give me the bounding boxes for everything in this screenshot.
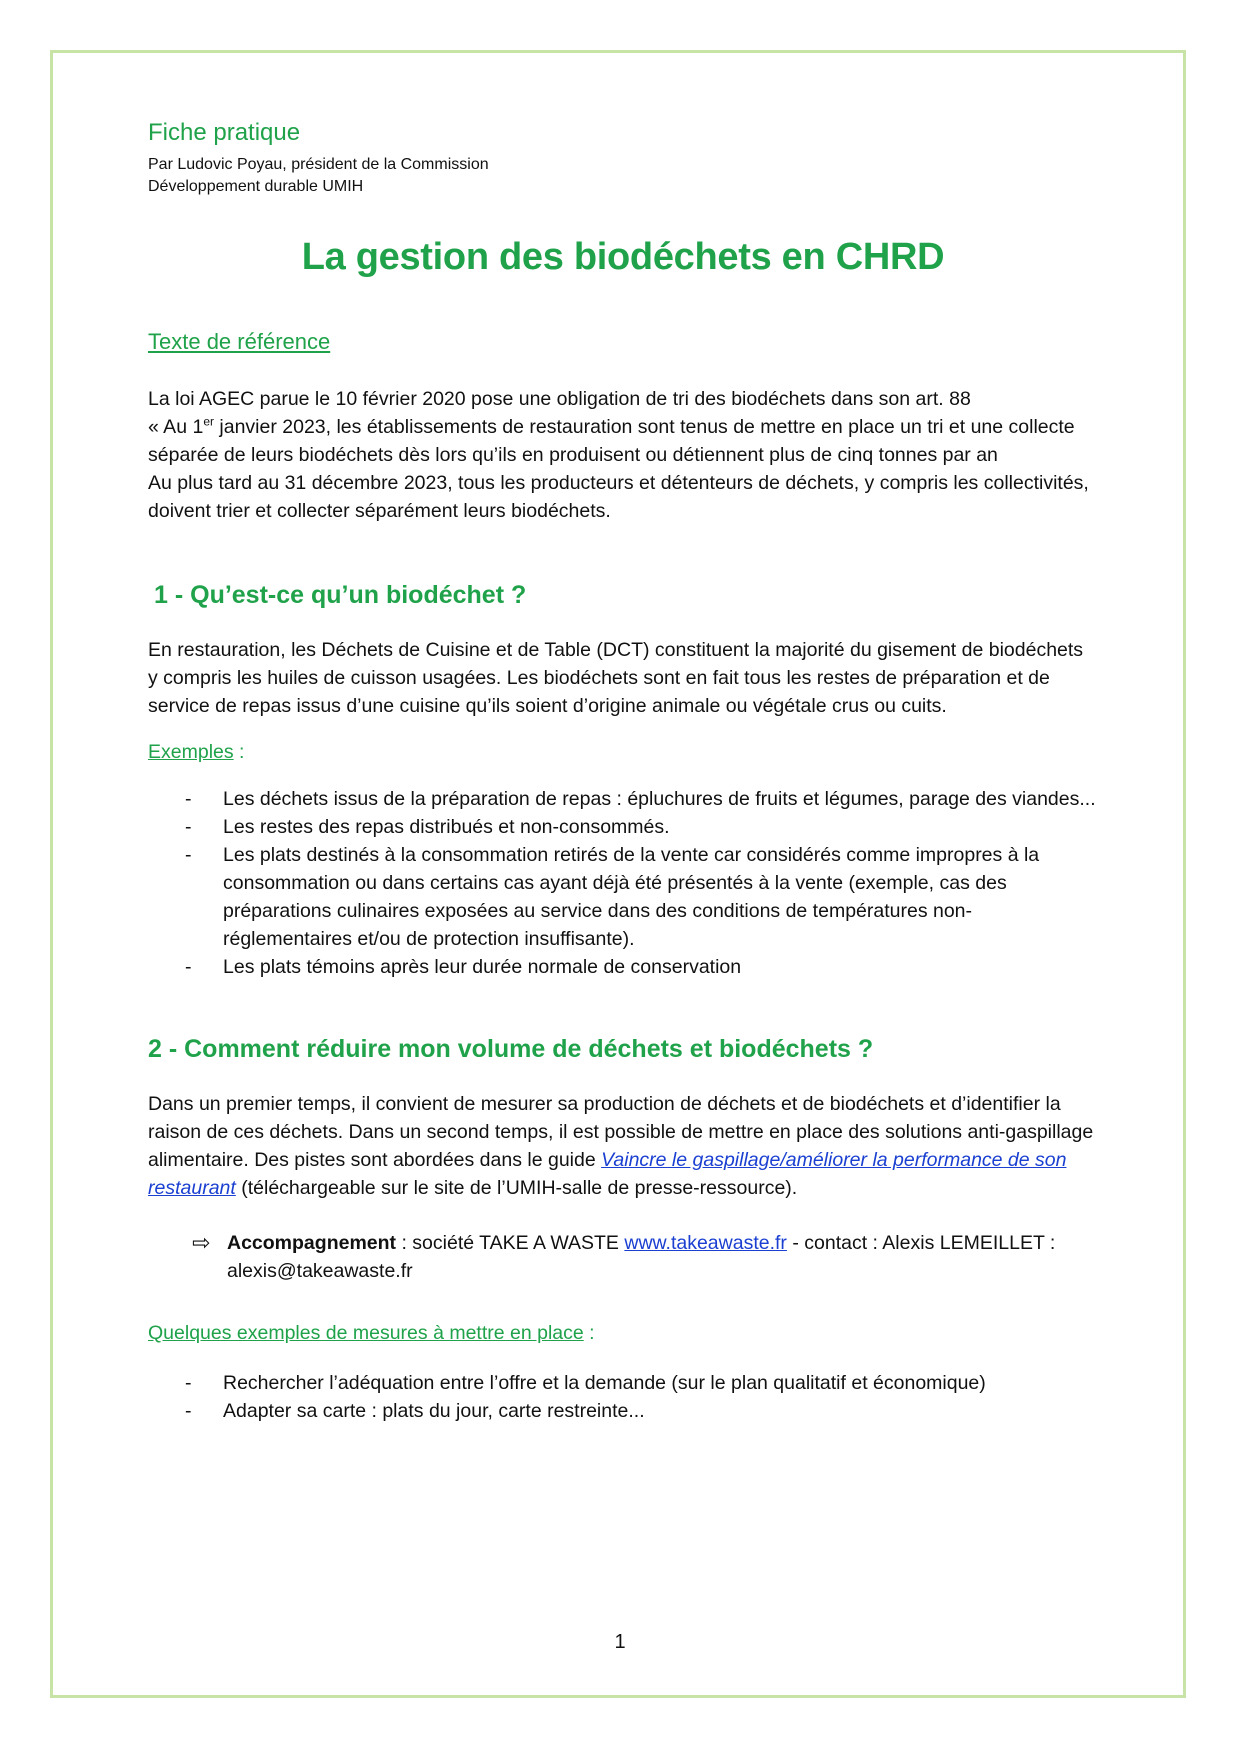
arrow-right-outline-icon: ⇨ [192,1230,211,1255]
reference-text [148,385,1098,525]
measures-list [148,1369,1098,1425]
dash-bullet: - [185,956,192,978]
list-item [148,785,1098,813]
list-item-text: Adapter sa carte : plats du jour, carte restreinte... [223,1400,645,1422]
examples-list [148,785,1098,981]
examples-label [148,738,1098,766]
support-callout [148,1229,1098,1285]
dash-bullet: - [185,788,192,810]
section-1-heading: 1 - Qu’est-ce qu’un biodéchet ? [154,581,527,609]
ref-p2-rest: janvier 2023, les établissements de restauration sont tenus de mettre en place un tri et une collecte séparée de leurs biodéchets dès lors qu’ils en produisent ou détiennent plus de cinq tonnes par an [148,416,1075,466]
ref-p2-superscript: er [203,414,214,429]
reference-paragraph-1: La loi AGEC parue le 10 février 2020 pose une obligation de tri des biodéchets dans son art. 88 [148,388,971,410]
list-item [148,1397,1098,1425]
author-byline [148,154,1098,198]
section-2-body-text-end: (téléchargeable sur le site de l’UMIH-salle de presse-ressource). [235,1177,798,1199]
dash-bullet: - [185,1372,192,1394]
examples-label-text: Exemples [148,741,234,763]
reference-heading: Texte de référence [148,329,331,354]
document-kicker: Fiche pratique [148,119,301,146]
list-item-text: Les restes des repas distribués et non-consommés. [223,816,670,838]
byline-line-1: Par Ludovic Poyau, président de la Commission [148,156,489,173]
section-1-body: En restauration, les Déchets de Cuisine et de Table (DCT) constituent la majorité du gisement de biodéchets y compris les huiles de cuisson usagées. Les biodéchets sont en fait tous les restes de préparation et de service de repas issus d’une cuisine qu’ils soient d’origine animale ou végétale crus ou cuits. [148,639,1084,717]
measures-label-colon: : [583,1322,595,1344]
guide-link[interactable]: Vaincre le gaspillage/améliorer la performance de son restaurant [148,1149,1067,1199]
section-2-body-text: Dans un premier temps, il convient de mesurer sa production de déchets et de biodéchets et d’identifier la raison de ces déchets. Dans un second temps, il est possible de mettre en place des solutions anti-gaspillage alimentaire. Des pistes sont abordées dans le guide [148,1093,1094,1171]
dash-bullet: - [185,844,192,866]
list-item-text: Les plats témoins après leur durée normale de conservation [223,956,742,978]
measures-label [148,1319,1098,1347]
dash-bullet: - [185,1400,192,1422]
reference-paragraph-2 [148,413,1098,469]
support-text: : société TAKE A WASTE [396,1232,625,1254]
examples-label-colon: : [233,741,245,763]
page-number: 1 [614,1631,626,1653]
section-2-heading: 2 - Comment réduire mon volume de déchets et biodéchets ? [148,1035,874,1063]
list-item-text: Les déchets issus de la préparation de repas : épluchures de fruits et légumes, parage des viandes... [223,788,1096,810]
list-item-text: Les plats destinés à la consommation retirés de la vente car considérés comme impropres à la consommation ou dans certains cas ayant déjà été présentés à la vente (exemple, cas des préparations culinaires exposées au service dans des conditions de températures non-réglementaires et/ou de protection insuffisante). [223,844,1040,950]
support-label: Accompagnement [227,1232,397,1254]
byline-line-2: Développement durable UMIH [148,178,364,195]
list-item [148,813,1098,841]
ref-p2-prefix: « Au 1 [148,416,204,438]
list-item [148,841,1098,953]
dash-bullet: - [185,816,192,838]
support-contact: - contact : Alexis LEMEILLET : alexis@takeawaste.fr [227,1232,1056,1282]
reference-paragraph-3: Au plus tard au 31 décembre 2023, tous les producteurs et détenteurs de déchets, y compris les collectivités, doivent trier et collecter séparément leurs biodéchets. [148,472,1089,522]
takeawaste-link[interactable]: www.takeawaste.fr [624,1232,787,1254]
section-2-body [148,1090,1098,1202]
list-item [148,1369,1098,1397]
list-item [148,953,1098,981]
measures-label-text: Quelques exemples de mesures à mettre en place [148,1322,584,1344]
list-item-text: Rechercher l’adéquation entre l’offre et la demande (sur le plan qualitatif et économique) [223,1372,986,1394]
document-body [148,118,1098,1425]
document-title: La gestion des biodéchets en CHRD [301,236,945,278]
